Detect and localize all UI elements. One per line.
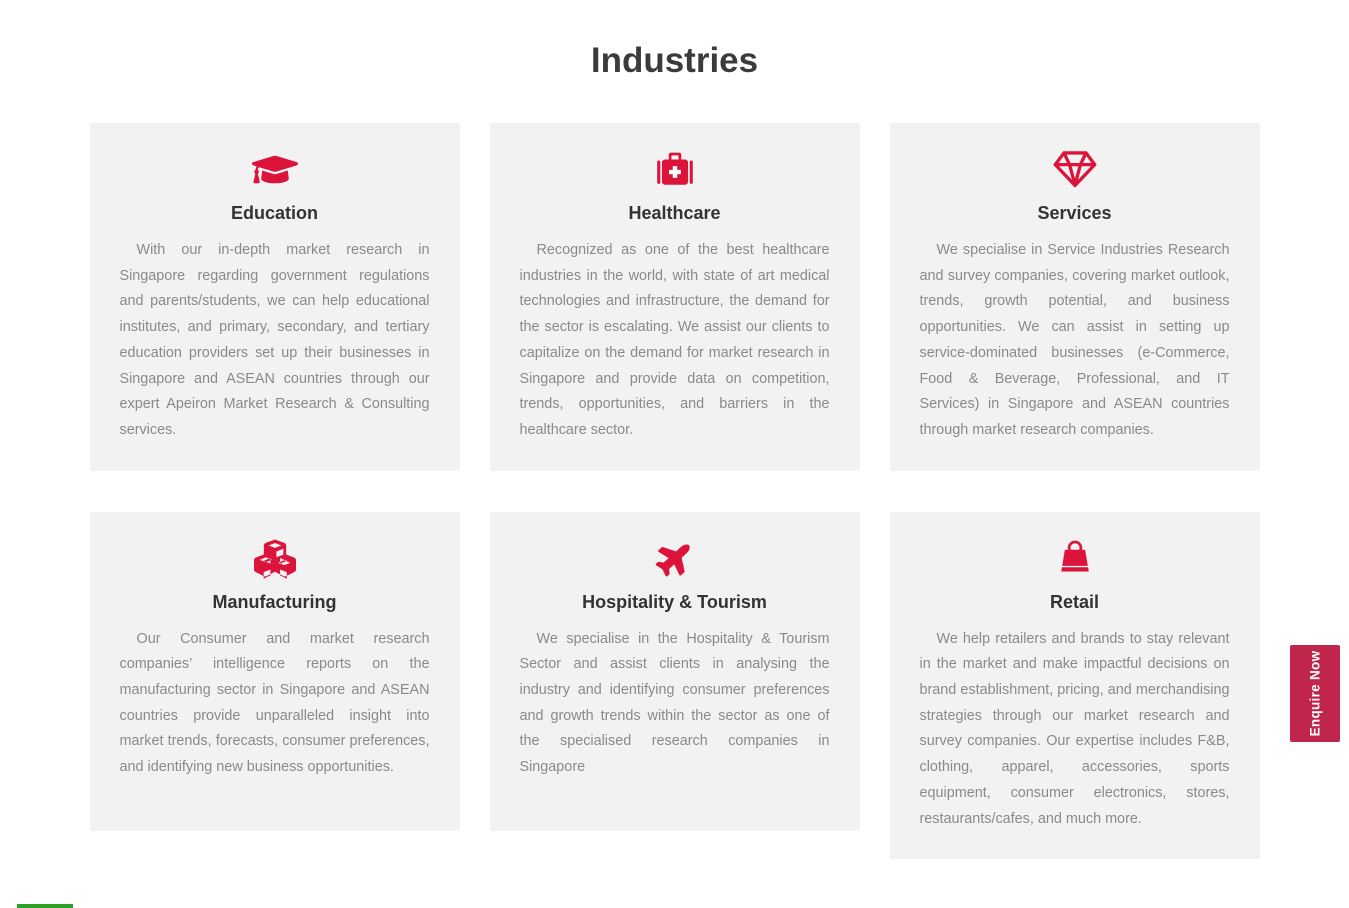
page-title: Industries — [590, 41, 759, 80]
card-text-manufacturing: Our Consumer and market research companies’ intelligence reports on the manufacturing sector in Singapore and ASEAN countries provide unparalleled insight into market trends, forecasts, consumer preferences, and identifying new business opportunities. — [119, 630, 430, 776]
enquire-now-label: Enquire Now — [1307, 650, 1323, 737]
card-hospitality-tourism — [490, 512, 860, 831]
card-title-services: Services — [1037, 203, 1112, 223]
card-text-retail: We help retailers and brands to stay relevant in the market and make impactful decisions on brand establishment, pricing, and merchandising strategies through our market research and survey companies. Our expertise includes F&B, clothing, apparel, accessories, sports equipment, consumer electronics, stores, restaurants/cafes, and much more. — [919, 630, 1230, 827]
card-text-hospitality-tourism: We specialise in the Hospitality & Tourism Sector and assist clients in analysing the industry and identifying consumer preferences and growth trends within the sector as one of the specialised research companies in Singapore — [519, 630, 830, 776]
gem-icon — [920, 150, 1230, 188]
card-retail — [890, 512, 1260, 860]
card-title-healthcare: Healthcare — [628, 203, 721, 223]
card-education — [90, 123, 460, 471]
plane-icon — [520, 539, 830, 577]
card-text-healthcare: Recognized as one of the best healthcare industries in the world, with state of art medical technologies and infrastructure, the demand for the sector is escalating. We assist our clients to capitalize on the demand for market research in Singapore and provide data on competition, trends, opportunities, and barriers in the healthcare sector. — [519, 242, 830, 438]
graduation-cap-icon — [120, 150, 430, 188]
card-title-hospitality-tourism: Hospitality & Tourism — [582, 591, 767, 612]
card-healthcare — [490, 123, 860, 471]
card-services — [890, 123, 1260, 471]
card-manufacturing — [90, 512, 460, 831]
green-accent-line — [17, 904, 73, 908]
card-title-retail: Retail — [1049, 591, 1100, 612]
card-title-education: Education — [230, 203, 318, 223]
medical-kit-icon — [520, 150, 830, 188]
card-text-services: We specialise in Service Industries Research and survey companies, covering market outlook, trends, growth potential, and business opportunities. We can assist in setting up service-dominated businesses (e-Commerce, Food & Beverage, Professional, and IT Services) in Singapore and ASEAN countries through market research companies. — [919, 242, 1230, 438]
card-text-education: With our in-depth market research in Singapore regarding government regulations and parents/students, we can help educational institutes, and primary, secondary, and tertiary education providers set up their businesses in Singapore and ASEAN countries through our expert Apeiron Market Research & Consulting services. — [119, 242, 430, 438]
enquire-now-button[interactable] — [1290, 645, 1340, 742]
shopping-bag-icon — [920, 539, 1230, 577]
cubes-icon — [120, 539, 430, 577]
card-title-manufacturing: Manufacturing — [212, 591, 337, 612]
industries-grid — [90, 123, 1260, 859]
